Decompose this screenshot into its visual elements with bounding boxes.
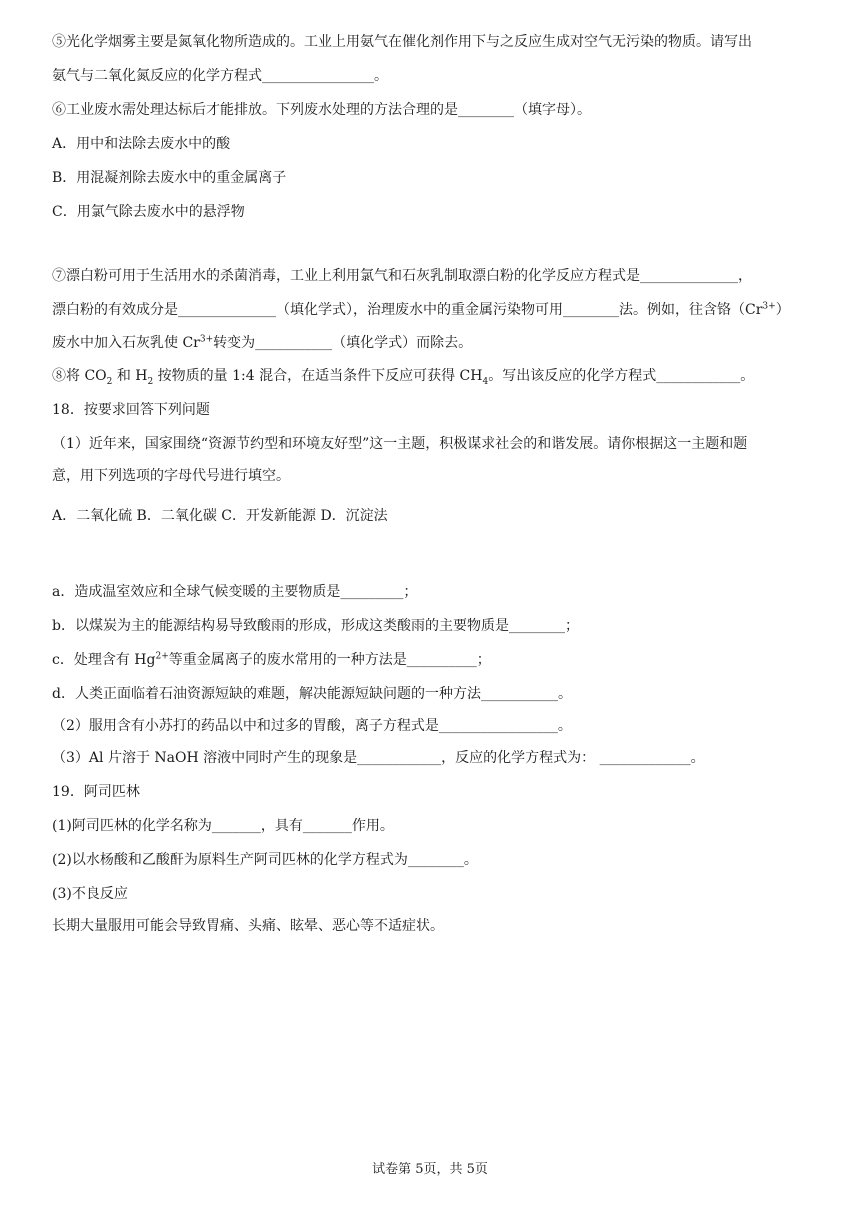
q7-line-3-end: 转变为___________（填化学式）而除去。 (213, 335, 473, 351)
q7-line-1: ⑦漂白粉可用于生活用水的杀菌消毒，工业上利用氯气和石灰乳制取漂白粉的化学反应方程式是______________， (52, 268, 752, 284)
q6-option-b: B．用混凝剂除去废水中的重金属离子 (52, 170, 287, 186)
q18-p1-line-1: （1）近年来，国家围绕“资源节约型和环境友好型”这一主题，积极谋求社会的和谐发展。请你根据这一主题和题 (52, 436, 748, 452)
q18-item-c-pre: c．处理含有 Hg (52, 652, 156, 668)
cr-charge-2: 3+ (199, 334, 214, 345)
q5-line-1: ⑤光化学烟雾主要是氮氧化物所造成的。工业上用氨气在催化剂作用下与之反应生成对空气无污染的物质。请写出 (52, 34, 752, 50)
q18-item-b: b．以煤炭为主的能源结构易导致酸雨的形成，形成这类酸雨的主要物质是________； (52, 618, 579, 634)
q5-line-2: 氨气与二氧化氮反应的化学方程式________________。 (52, 68, 388, 84)
q18-item-a: a．造成温室效应和全球气候变暖的主要物质是_________； (52, 584, 418, 600)
q18-title: 18．按要求回答下列问题 (52, 402, 210, 418)
q6-option-c: C．用氯气除去废水中的悬浮物 (52, 204, 245, 220)
q18-item-c-post: 等重金属离子的废水常用的一种方法是__________； (168, 652, 491, 668)
q8-line (52, 366, 820, 386)
q18-options: A．二氧化硫 B．二氧化碳 C．开发新能源 D．沉淀法 (52, 508, 388, 524)
q18-item-d: d．人类正面临着石油资源短缺的难题，解决能源短缺问题的一种方法___________。 (52, 686, 572, 702)
q18-part-2: （2）服用含有小苏打的药品以中和过多的胃酸，离子方程式是_________________。 (52, 718, 572, 734)
q8-part-a: ⑧将 CO (52, 368, 107, 384)
q19-part-3-body: 长期大量服用可能会导致胃痛、头痛、眩晕、恶心等不适症状。 (52, 918, 444, 934)
cr-charge: 3+ (762, 301, 776, 312)
q6-stem: ⑥工业废水需处理达标后才能排放。下列废水处理的方法合理的是________（填字母）。 (52, 102, 591, 118)
q7-line-3 (52, 333, 820, 353)
page-footer: 试卷第 5页，共 5页 (372, 1162, 488, 1177)
q7-line-2 (52, 300, 820, 320)
q8-part-c: 按物质的量 1:4 混合，在适当条件下反应可获得 CH (153, 368, 483, 384)
q19-part-3: (3)不良反应 (52, 886, 128, 902)
co2-subscript: 2 (106, 376, 113, 387)
q18-p1-line-2: 意，用下列选项的字母代号进行填空。 (52, 468, 290, 484)
q8-part-b: 和 H (112, 368, 148, 384)
q19-part-2: (2)以水杨酸和乙酸酐为原料生产阿司匹林的化学方程式为________。 (52, 852, 478, 868)
ch4-subscript: 4 (482, 376, 489, 387)
q8-part-d: 。写出该反应的化学方程式____________。 (488, 368, 755, 384)
q7-line-2-end: ） (775, 302, 790, 318)
q18-part-3: （3）Al 片溶于 NaOH 溶液中同时产生的现象是____________，反应的化学方程式为： _____________。 (52, 750, 705, 766)
q7-line-3-text: 废水中加入石灰乳使 Cr (52, 335, 200, 351)
q7-line-2-text: 漂白粉的有效成分是______________（填化学式），治理废水中的重金属污染物可用________法。例如，往含铬（Cr (52, 302, 763, 318)
q19-part-1: (1)阿司匹林的化学名称为_______，具有_______作用。 (52, 818, 394, 834)
q18-item-c (52, 650, 820, 670)
q19-title: 19．阿司匹林 (52, 784, 140, 800)
h2-subscript: 2 (147, 376, 154, 387)
hg-charge: 2+ (155, 651, 169, 662)
q6-option-a: A．用中和法除去废水中的酸 (52, 136, 231, 152)
